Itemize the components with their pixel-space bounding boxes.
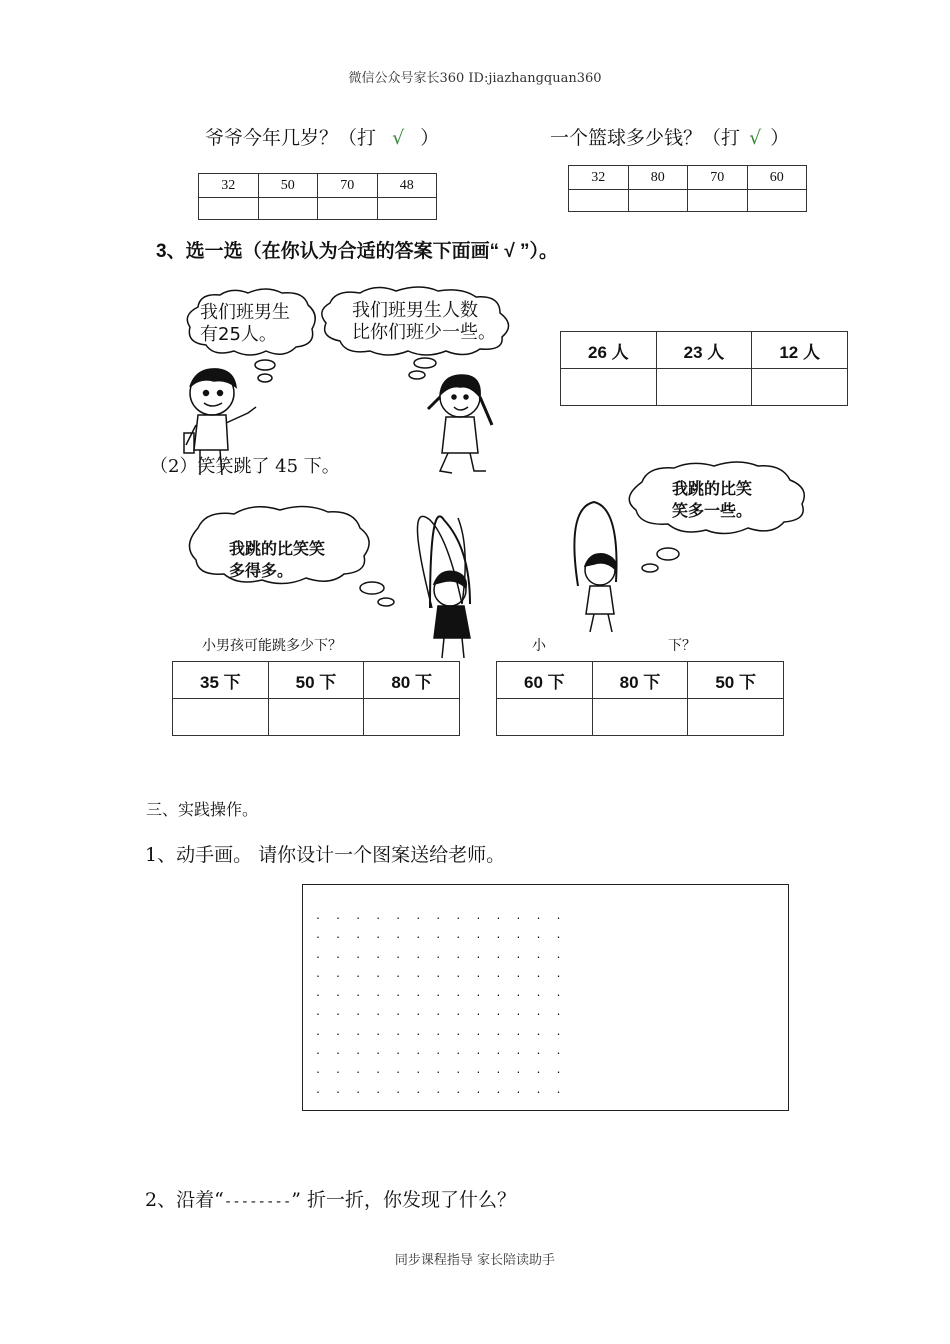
option-cell: 32 xyxy=(199,174,259,198)
option-cell: 60 下 xyxy=(497,662,593,699)
answer-cell[interactable] xyxy=(656,369,752,406)
bubble-line: 比你们班少一些。 xyxy=(352,322,496,343)
option-cell: 60 xyxy=(747,166,807,190)
basketball-question-close: ） xyxy=(770,127,790,149)
answer-cell[interactable] xyxy=(561,369,657,406)
answer-cell[interactable] xyxy=(628,190,688,212)
basketball-question xyxy=(550,123,789,150)
dot-grid xyxy=(315,907,566,1100)
fold-line-dashes: -------- xyxy=(223,1194,292,1210)
option-cell: 80 xyxy=(628,166,688,190)
bubble-line: 有25人。 xyxy=(200,324,277,345)
bubble-line: 我跳的比笑 xyxy=(672,479,753,498)
girl-jump-options-table xyxy=(496,661,784,736)
answer-cell[interactable] xyxy=(688,190,748,212)
option-cell: 50 下 xyxy=(268,662,364,699)
dot-row: . . . . . . . . . . . . . xyxy=(315,911,566,922)
dot-row: . . . . . . . . . . . . . xyxy=(315,1007,566,1019)
jump-question: （2）笑笑跳了 45 下。 xyxy=(150,456,340,477)
grandpa-question-text: 爷爷今年几岁？（打 xyxy=(205,127,377,149)
girl-body xyxy=(442,417,478,453)
jump-girl-bubble-text xyxy=(672,478,752,522)
answer-cell[interactable] xyxy=(258,198,318,220)
option-cell: 32 xyxy=(569,166,629,190)
option-cell: 50 下 xyxy=(688,662,784,699)
girl-jump-question-left: 小 xyxy=(532,638,546,654)
answer-cell[interactable] xyxy=(199,198,259,220)
bubble-line: 笑多一些。 xyxy=(672,501,753,520)
answer-cell[interactable] xyxy=(747,190,807,212)
grandpa-question-close: ） xyxy=(420,127,440,149)
practice-title: 三、实践操作。 xyxy=(146,800,259,819)
boy-jump-question: 小男孩可能跳多少下？ xyxy=(202,638,342,654)
dot-row: . . . . . . . . . . . . . xyxy=(315,988,566,1000)
answer-cell[interactable] xyxy=(268,699,364,736)
answer-cell[interactable] xyxy=(592,699,688,736)
basketball-options-table xyxy=(568,165,807,212)
option-cell: 12 人 xyxy=(752,332,848,369)
answer-cell[interactable] xyxy=(173,699,269,736)
option-cell: 23 人 xyxy=(656,332,752,369)
answer-cell[interactable] xyxy=(497,699,593,736)
bubble-line: 我们班男生 xyxy=(200,302,290,323)
option-cell: 80 下 xyxy=(364,662,460,699)
option-cell: 80 下 xyxy=(592,662,688,699)
option-cell: 70 xyxy=(318,174,378,198)
dot-row: . . . . . . . . . . . . . xyxy=(315,949,566,961)
option-cell: 50 xyxy=(258,174,318,198)
answer-cell[interactable] xyxy=(569,190,629,212)
boy-body xyxy=(194,415,228,450)
check-mark-icon: √ xyxy=(749,127,762,149)
boy-jump-options-table xyxy=(172,661,460,736)
basketball-question-text: 一个篮球多少钱？（打 xyxy=(550,127,741,149)
bubble-line: 我跳的比笑笑 xyxy=(229,539,326,558)
check-mark-icon: √ xyxy=(392,127,405,149)
bubble-line: 多得多。 xyxy=(229,561,294,580)
q2-end: ” 折一折，你发现了什么？ xyxy=(291,1189,517,1211)
practice-q1: 1、动手画。 请你设计一个图案送给老师。 xyxy=(145,844,506,866)
option-cell: 35 下 xyxy=(173,662,269,699)
jump-boy-bubble-text xyxy=(229,538,325,582)
boys-options-table xyxy=(560,331,848,406)
boy-bubble-text xyxy=(200,302,290,346)
grandpa-question xyxy=(205,123,439,150)
dot-row: . . . . . . . . . . . . . xyxy=(315,1084,566,1096)
dot-row: . . . . . . . . . . . . . xyxy=(315,1026,566,1038)
bubble-line: 我们班男生人数 xyxy=(352,300,478,321)
option-cell: 26 人 xyxy=(561,332,657,369)
page-header: 微信公众号家长360 ID:jiazhangquan360 xyxy=(348,71,602,86)
girl-bubble-text xyxy=(352,300,496,344)
dot-row: . . . . . . . . . . . . . xyxy=(315,1046,566,1058)
answer-cell[interactable] xyxy=(364,699,460,736)
dot-row: . . . . . . . . . . . . . xyxy=(315,1065,566,1077)
q2-start: 2、沿着“ xyxy=(145,1189,224,1211)
option-cell: 48 xyxy=(377,174,437,198)
girl-jump-question-right: 下？ xyxy=(668,638,696,654)
page-footer: 同步课程指导 家长陪读助手 xyxy=(394,1253,556,1268)
option-cell: 70 xyxy=(688,166,748,190)
dot-row: . . . . . . . . . . . . . xyxy=(315,968,566,980)
dot-row: . . . . . . . . . . . . . xyxy=(315,930,566,942)
answer-cell[interactable] xyxy=(752,369,848,406)
practice-q2 xyxy=(145,1185,516,1212)
answer-cell[interactable] xyxy=(688,699,784,736)
section-3-title: 3、选一选（在你认为合适的答案下面画“ √ ”）。 xyxy=(156,241,559,262)
answer-cell[interactable] xyxy=(377,198,437,220)
answer-cell[interactable] xyxy=(318,198,378,220)
grandpa-options-table xyxy=(198,173,437,220)
